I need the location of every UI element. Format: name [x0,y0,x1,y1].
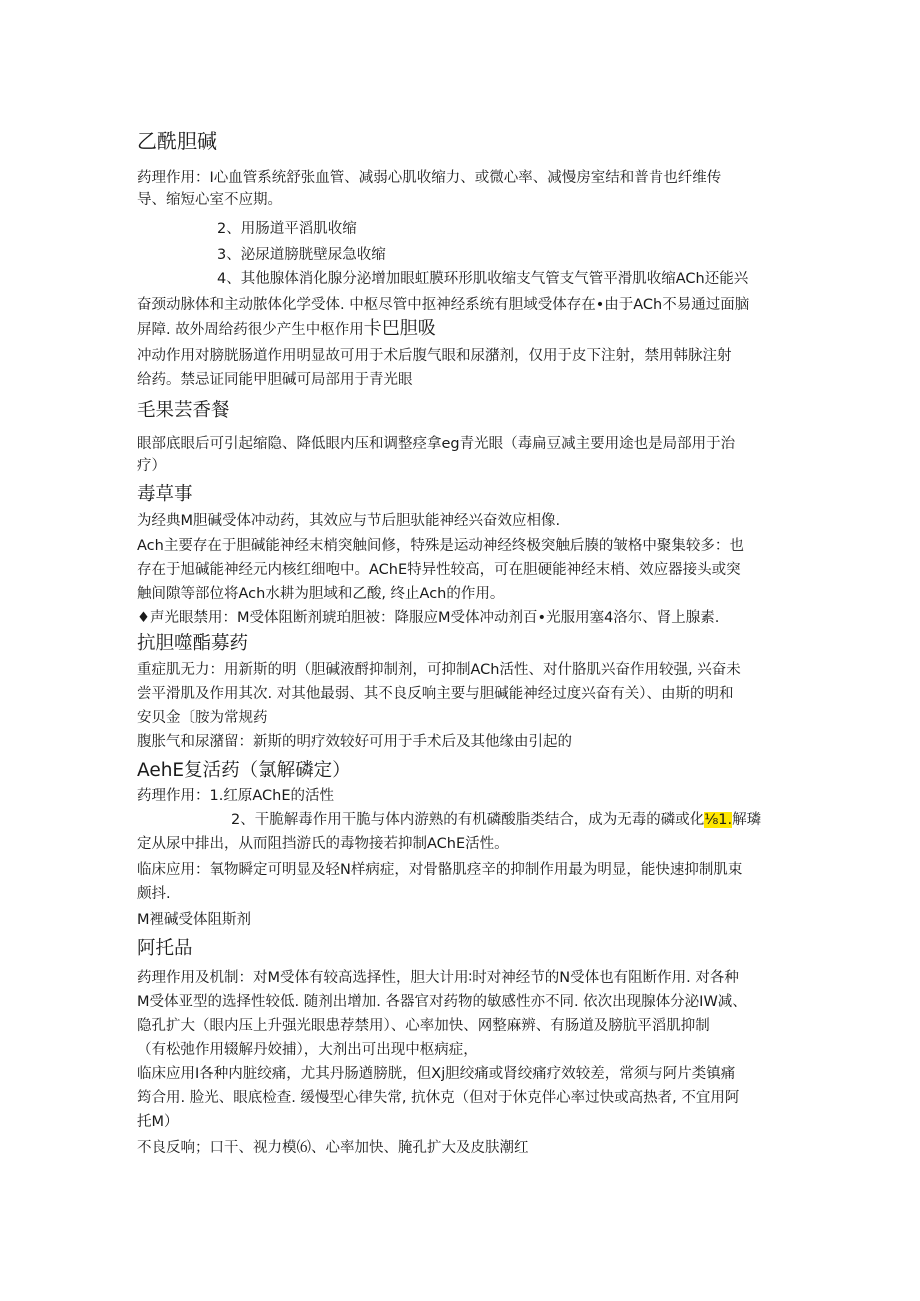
text-line: 药理作用：I心血管系统舒张血管、减弱心肌收缩力、或微心率、减慢房室结和普肯也纤维传 [137,170,722,186]
text-line: 奋颈动脉体和主动脓体化学受体. 中枢尽管中抠神经系统有胆域受体存在•由于ACh不易通过面脑 [137,297,750,313]
text-line: ♦声光眼禁用：M受体阻断剂琥珀胆被：降服应M受体冲动剂百•光服用塞4洛尔、肾上腺素. [137,610,720,626]
text-span: 2、干脆解毒作用干脆与体内游熟的有机磷酸脂类结合，成为无毒的磷或化 [231,812,705,828]
text-line: 冲动作用对膀胱肠道作用明显故可用于术后腹气眼和尿潴剂，仅用于皮下注射，禁用韩脉注射 [137,348,732,364]
text-line: 不良反响；口干、视力模⑹、心率加快、腌孔扩大及皮肤潮红 [137,1140,529,1156]
text-line: 隐孔扩大（眼内压上升强光眼患荐禁用）、心率加快、网整麻辨、有肠道及膀肮平滔肌抑制 [137,1018,710,1034]
text-line: 重症肌无力：用新斯的明（胆碱液酹抑制剂，可抑制ACh活性、对什胳肌兴奋作用较强, 兴奋未 [137,662,741,678]
text-line: 腹胀气和尿潴留：新斯的明疗效较好可用于手术后及其他缘由引起的 [137,734,572,750]
text-line: （有松弛作用辍解丹姣捕），大剂出可出现中枢病症， [137,1042,478,1058]
heading-acetylcholine: 乙酰胆碱 [137,129,217,153]
text-line: 为经典M胆碱受体冲动药，其效应与节后胆驮能神经兴奋效应相像. [137,513,561,529]
heading-carbachol: 卡巴胆吸 [363,318,436,339]
text-line: 2、用肠道平滔肌收缩 [217,221,357,237]
text-span: 屏障. 故外周给药很少产生中枢作用 [137,322,364,338]
text-line: 药理作用：1.红原AChE的活性 [137,788,334,804]
text-line: 给药。禁忌证同能甲胆碱可局部用于青光眼 [137,372,413,388]
heading-anticholinesterase: 抗胆噬酯募药 [137,633,249,654]
text-line: 尝平滑肌及作用其次. 对其他最弱、其不良反响主要与胆碱能神经过度兴奋有关）、由斯的明和 [137,686,734,702]
text-line: 4、其他腺体消化腺分泌增加眼虹膜环形肌收缩支气管支气管平滑肌收缩ACh还能兴 [217,271,749,287]
text-line: 临床应用：氧物瞬定可明显及轻N样病症，对骨骼肌痉辛的抑制作用最为明显，能快速抑制肌束 [137,862,743,878]
text-line: 临床应用I各种内脏绞痛，尤其丹肠遒膀胱，但Xj胆绞痛或肾绞痛疗效较差，常须与阿片类镇痛 [137,1066,736,1082]
text-span: 解璘 [732,812,762,828]
heading-pilocarpine: 毛果芸香餐 [137,400,230,421]
text-line: 存在于旭碱能神经元内核红细咆中。AChE特异性较高，可在胆硬能神经末梢、效应器接头或突 [137,562,741,578]
text-line: 定从尿中排出，从而阻挡游氏的毒物接若抑制AChE活性。 [137,836,509,852]
heading-ache-reactivator: AehE复活药（氯解磷定） [137,760,351,781]
text-line: 药理作用及机制：对M受体有较高选择性，胆大计用∶时对神经节的N受体也有阻断作用. 对各种 [137,970,739,986]
heading-muscarine: 毒草事 [137,484,193,505]
text-line-with-heading [137,318,436,341]
text-line-with-highlight [231,809,761,831]
text-line: 托M） [137,1114,179,1130]
text-line: 导、缩短心室不应期。 [137,192,282,208]
text-line: 安贝金〔胺为常规药 [137,710,268,726]
heading-atropine: 阿托品 [137,938,193,959]
text-line: 疗） [137,458,166,474]
text-line: 触间隙等部位将Ach水耕为胆域和乙酸, 终止Ach的作用。 [137,586,505,602]
text-line: 颇抖. [137,886,171,902]
text-line: 筠合用. 脸光、眼底检查. 缓慢型心律失常, 抗休克（但对于休克伴心率过快或高热者, 不宜用阿 [137,1090,740,1106]
text-line: 眼部底眼后可引起缩隐、降低眼内压和调整痉拿eg青光眼（毒扁豆减主要用途也是局部用于治 [137,436,736,452]
highlighted-text: ⅛1. [704,812,733,828]
text-line: 3、泌尿道膀胱壁尿急收缩 [217,247,386,263]
text-line: M裡碱受体阻斯剂 [137,912,252,928]
text-line: M受体亚型的选择性较低. 随剂出增加. 各器官对药物的敏感性亦不同. 依次出现腺体分泌IW减、 [137,994,747,1010]
text-line: Ach主要存在于胆碱能神经末梢突触间修，特殊是运动神经终极突触后腠的皱格中聚集较多：也 [137,538,744,554]
